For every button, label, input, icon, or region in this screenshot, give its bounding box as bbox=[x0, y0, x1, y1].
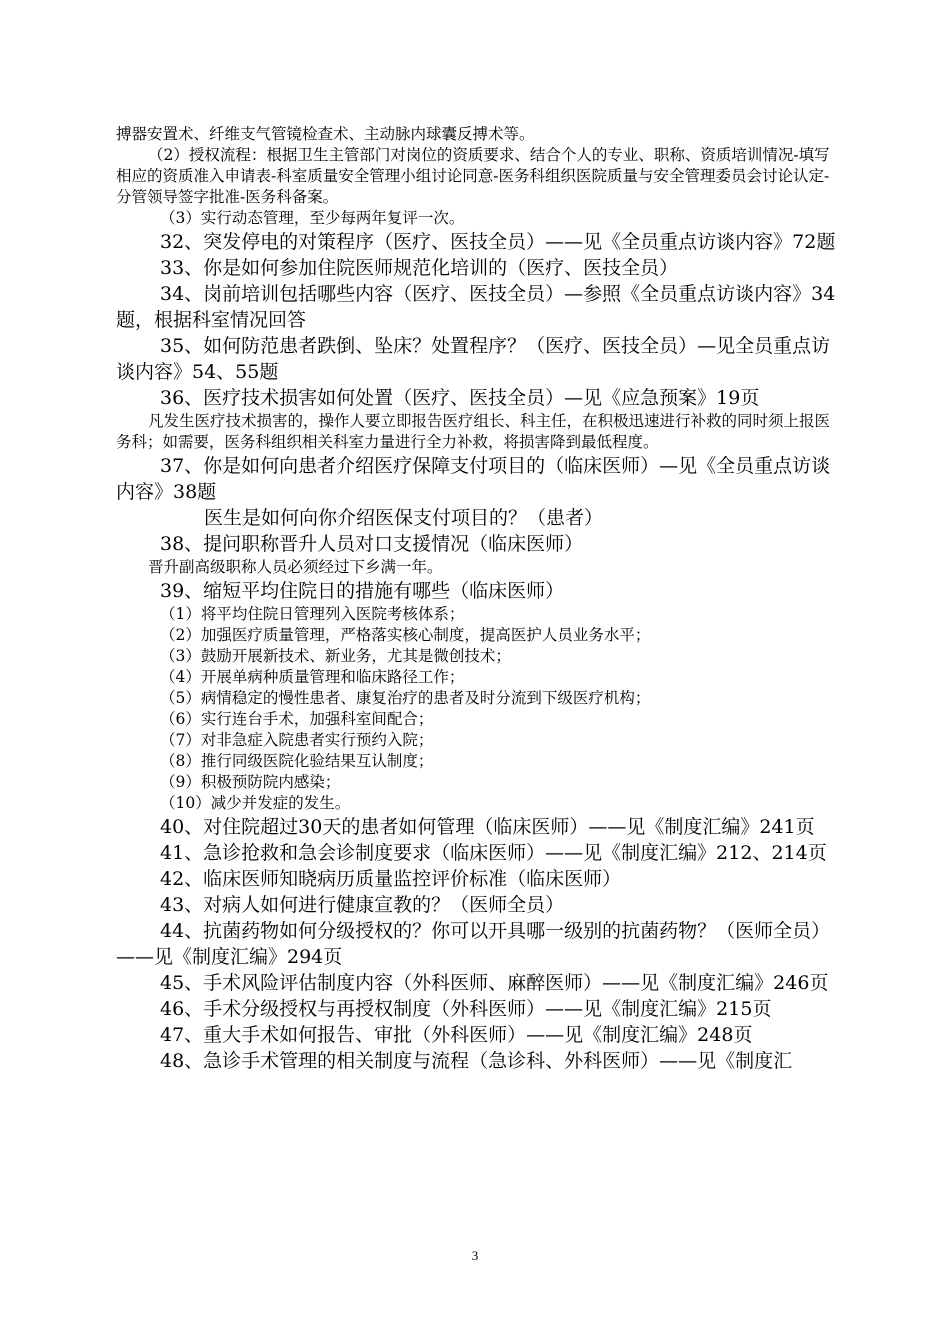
paragraph: 34、岗前培训包括哪些内容（医疗、医技全员）—参照《全员重点访谈内容》34题，根据科室情况回答 bbox=[116, 283, 836, 331]
paragraph: 35、如何防范患者跌倒、坠床？处置程序？（医疗、医技全员）—见全员重点访谈内容》54、55题 bbox=[116, 335, 831, 383]
paragraph: （1）将平均住院日管理列入医院考核体系； bbox=[160, 605, 465, 623]
paragraph: （4）开展单病种质量管理和临床路径工作； bbox=[160, 668, 465, 686]
paragraph: （8）推行同级医院化验结果互认制度； bbox=[160, 752, 434, 770]
paragraph: 医生是如何向你介绍医保支付项目的？（患者） bbox=[204, 507, 604, 529]
paragraph: 41、急诊抢救和急会诊制度要求（临床医师）——见《制度汇编》212、214页 bbox=[160, 842, 827, 864]
paragraph: 凡发生医疗技术损害的，操作人要立即报告医疗组长、科主任，在积极迅速进行补救的同时须上报医务科；如需要，医务科组织相关科室力量进行全力补救，将损害降到最低程度。 bbox=[116, 412, 831, 451]
paragraph: 晋升副高级职称人员必须经过下乡满一年。 bbox=[148, 558, 443, 576]
page-number: 3 bbox=[471, 1248, 479, 1263]
paragraph: （10）减少并发症的发生。 bbox=[160, 794, 351, 812]
paragraph: 43、对病人如何进行健康宣教的？（医师全员） bbox=[160, 894, 565, 916]
paragraph: （7）对非急症入院患者实行预约入院； bbox=[160, 731, 434, 749]
paragraph: 40、对住院超过30天的患者如何管理（临床医师）——见《制度汇编》241页 bbox=[160, 816, 815, 838]
paragraph: 37、你是如何向患者介绍医疗保障支付项目的（临床医师）—见《全员重点访谈内容》38题 bbox=[116, 455, 831, 503]
paragraph: （9）积极预防院内感染； bbox=[160, 773, 341, 791]
paragraph: 搏器安置术、纤维支气管镜检查术、主动脉内球囊反搏术等。 bbox=[116, 125, 535, 143]
paragraph: 32、突发停电的对策程序（医疗、医技全员）——见《全员重点访谈内容》72题 bbox=[160, 231, 836, 253]
paragraph: 39、缩短平均住院日的措施有哪些（临床医师） bbox=[160, 580, 565, 602]
paragraph: 38、提问职称晋升人员对口支援情况（临床医师） bbox=[160, 533, 584, 555]
paragraph: 33、你是如何参加住院医师规范化培训的（医疗、医技全员） bbox=[160, 257, 679, 279]
paragraph: （5）病情稳定的慢性患者、康复治疗的患者及时分流到下级医疗机构； bbox=[160, 689, 651, 707]
paragraph: （3）实行动态管理，至少每两年复评一次。 bbox=[160, 209, 465, 227]
paragraph: （6）实行连台手术，加强科室间配合； bbox=[160, 710, 434, 728]
paragraph: 42、临床医师知晓病历质量监控评价标准（临床医师） bbox=[160, 868, 622, 890]
paragraph: 46、手术分级授权与再授权制度（外科医师）——见《制度汇编》215页 bbox=[160, 998, 772, 1020]
document-body bbox=[116, 124, 836, 1074]
paragraph: 47、重大手术如何报告、审批（外科医师）——见《制度汇编》248页 bbox=[160, 1024, 753, 1046]
paragraph: 48、急诊手术管理的相关制度与流程（急诊科、外科医师）——见《制度汇 bbox=[160, 1050, 793, 1072]
paragraph: （2）加强医疗质量管理，严格落实核心制度，提高医护人员业务水平； bbox=[160, 626, 651, 644]
paragraph: （2）授权流程：根据卫生主管部门对岗位的资质要求、结合个人的专业、职称、资质培训情况-填写相应的资质准入申请表-科室质量安全管理小组讨论同意-医务科组织医院质量与安全管理委员会讨论认定-分管领导签字批准-医务科备案。 bbox=[116, 146, 830, 206]
paragraph: 36、医疗技术损害如何处置（医疗、医技全员）—见《应急预案》19页 bbox=[160, 387, 760, 409]
paragraph: 44、抗菌药物如何分级授权的？你可以开具哪一级别的抗菌药物？（医师全员）——见《制度汇编》294页 bbox=[116, 920, 831, 968]
paragraph: 45、手术风险评估制度内容（外科医师、麻醉医师）——见《制度汇编》246页 bbox=[160, 972, 829, 994]
paragraph: （3）鼓励开展新技术、新业务，尤其是微创技术； bbox=[160, 647, 511, 665]
